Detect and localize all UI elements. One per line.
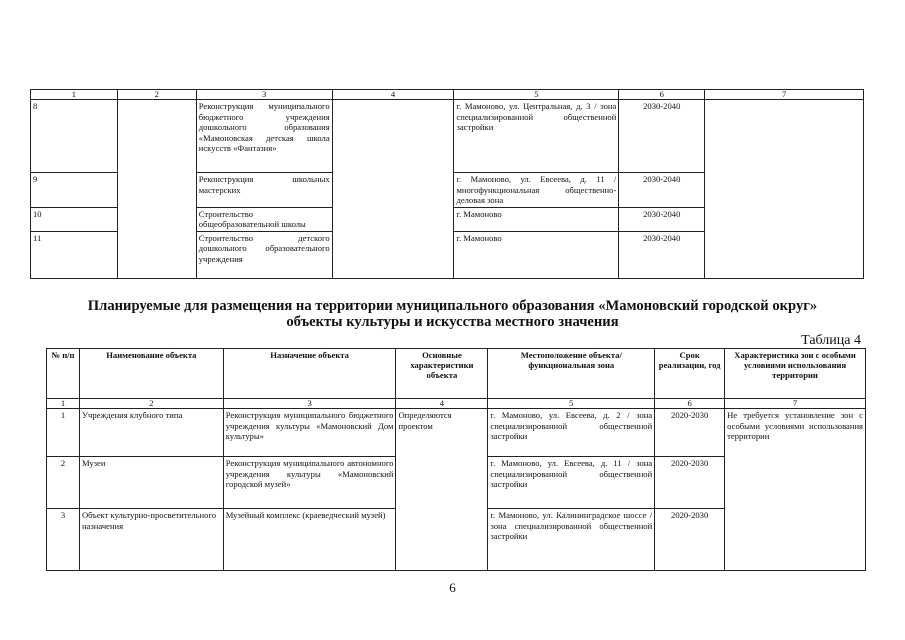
object-location: г. Мамоново: [454, 207, 619, 231]
row-number: 8: [31, 100, 118, 173]
table-header-row: [47, 349, 866, 399]
col-number: 1: [31, 90, 118, 100]
header-purpose: Назначение объекта: [223, 349, 396, 399]
object-term: 2030-2040: [619, 207, 705, 231]
header-location: Местоположение объекта/ функциональная зона: [488, 349, 655, 399]
row-number: 1: [47, 409, 80, 457]
col-number: 5: [488, 399, 655, 409]
row-number: 2: [47, 457, 80, 509]
object-purpose: Музейный комплекс (краеведческий музей): [223, 509, 396, 571]
object-name: Строительство детского дошкольного образовательного учреждения: [196, 231, 332, 278]
section-title-line: Планируемые для размещения на территории муниципального образования «Мамоновский городской округ»: [87, 298, 818, 314]
empty-cell: [705, 100, 864, 279]
object-name: Учреждения клубного типа: [79, 409, 223, 457]
col-number: 5: [454, 90, 619, 100]
col-number: 3: [223, 399, 396, 409]
table-header-row: [31, 90, 864, 100]
object-term: 2030-2040: [619, 231, 705, 278]
object-purpose: Реконструкция муниципального автономного учреждения культуры «Мамоновский городской музей»: [223, 457, 396, 509]
object-name: Музеи: [79, 457, 223, 509]
table-row: [47, 409, 866, 457]
page-number: 6: [449, 580, 456, 595]
object-term: 2030-2040: [619, 173, 705, 208]
row-number: 9: [31, 173, 118, 208]
col-number: 4: [332, 90, 454, 100]
col-number: 6: [655, 399, 725, 409]
header-zones: Характеристика зон с особыми условиями использования территории: [725, 349, 866, 399]
object-term: 2030-2040: [619, 100, 705, 173]
row-number: 11: [31, 231, 118, 278]
row-number: 10: [31, 207, 118, 231]
col-number: 7: [725, 399, 866, 409]
object-term: 2020-2030: [655, 457, 725, 509]
object-characteristics: Определяются проектом: [396, 409, 488, 571]
row-number: 3: [47, 509, 80, 571]
object-location: г. Мамоново, ул. Евсеева, д. 11 / зона специализированной общественной застройки: [488, 457, 655, 509]
object-name: Строительство общеобразовательной школы: [196, 207, 332, 231]
object-name: Реконструкция школьных мастерских: [196, 173, 332, 208]
col-number: 3: [196, 90, 332, 100]
object-location: г. Мамоново, ул. Евсеева, д. 2 / зона специализированной общественной застройки: [488, 409, 655, 457]
header-term: Срок реализации, год: [655, 349, 725, 399]
section-title: [30, 298, 875, 330]
object-name: Объект культурно-просветительного назначения: [79, 509, 223, 571]
object-purpose: Реконструкция муниципального бюджетного учреждения культуры «Мамоновский Дом культуры»: [223, 409, 396, 457]
object-location: г. Мамоново: [454, 231, 619, 278]
header-characteristics: Основные характеристики объекта: [396, 349, 488, 399]
header-number: № п/п: [47, 349, 80, 399]
table-label: Таблица 4: [801, 333, 861, 348]
header-name: Наименование объекта: [79, 349, 223, 399]
column-numbers-row: [47, 399, 866, 409]
empty-cell: [117, 100, 196, 279]
culture-objects-table: [46, 348, 866, 571]
section-title-line: объекты культуры и искусства местного значения: [286, 314, 619, 330]
col-number: 4: [396, 399, 488, 409]
continuation-table: [30, 89, 864, 279]
col-number: 6: [619, 90, 705, 100]
table-row: [31, 100, 864, 173]
col-number: 7: [705, 90, 864, 100]
empty-cell: [332, 100, 454, 279]
col-number: 2: [117, 90, 196, 100]
object-location: г. Мамоново, ул. Евсеева, д. 11 / многофункциональная общественно-деловая зона: [454, 173, 619, 208]
object-term: 2020-2030: [655, 509, 725, 571]
object-location: г. Мамоново, ул. Центральная, д. 3 / зона специализированной общественной застройки: [454, 100, 619, 173]
zone-note: Не требуется установление зон с особыми условиями использования территории: [725, 409, 866, 571]
col-number: 1: [47, 399, 80, 409]
object-name: Реконструкция муниципального бюджетного учреждения дошкольного образования «Мамоновская детская школа искусств «Фантазия»: [196, 100, 332, 173]
object-term: 2020-2030: [655, 409, 725, 457]
col-number: 2: [79, 399, 223, 409]
object-location: г. Мамоново, ул. Калининградское шоссе / зона специализированной общественной застройки: [488, 509, 655, 571]
